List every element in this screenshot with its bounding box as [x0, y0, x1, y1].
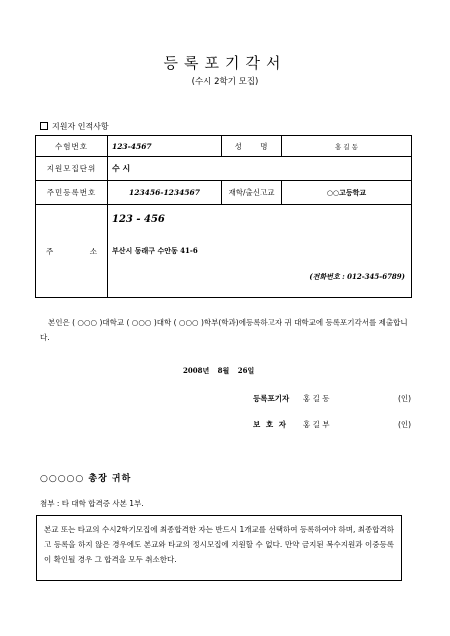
school-value: ○○고등학교	[282, 181, 412, 205]
applicant-info-table	[35, 135, 412, 298]
address-cell	[108, 205, 412, 298]
phone-number: (전화번호 : 012-345-6789)	[309, 272, 405, 281]
document-title: 등록포기각서	[163, 54, 287, 72]
attachment-note: 첨부 : 타 대학 합격증 사본 1부.	[40, 499, 144, 508]
applicant-name: 홍 길 동	[303, 394, 330, 403]
exam-number-value: 123-4567	[108, 136, 222, 157]
table-row	[36, 157, 412, 181]
school-label: 재학/출신고교	[222, 181, 282, 205]
guardian-name: 홍 길 부	[303, 420, 330, 429]
section-label: 지원자 인적사항	[52, 122, 109, 131]
section-heading	[40, 121, 109, 132]
table-row	[36, 136, 412, 157]
exam-number-label: 수험번호	[36, 136, 108, 157]
address-label-char-2: 소	[89, 246, 97, 256]
postal-code: 123 - 456	[112, 214, 165, 225]
guardian-role: 보 호 자	[253, 420, 286, 429]
addressee: ○○○○○ 총장 귀하	[40, 474, 132, 484]
table-row	[36, 181, 412, 205]
guardian-seal: (인)	[398, 420, 412, 429]
address-label-char-1: 주	[46, 246, 54, 256]
submission-date: 2008년 8월 26일	[183, 366, 255, 375]
declaration-text: 본인은 ( ○○○ )대학교 ( ○○○ )대학 ( ○○○ )학부(학과)에등록하고자 귀 대학교에 등록포기각서를 제출합니다.	[40, 318, 408, 342]
table-row	[36, 205, 412, 298]
applicant-role: 등록포기자	[253, 394, 290, 403]
unit-value: 수 시	[108, 157, 412, 181]
checkbox-square-icon	[40, 122, 48, 130]
address-value: 부산시 동래구 수안동 41-6	[112, 246, 198, 255]
name-label: 성 명	[222, 136, 282, 157]
id-number-value: 123456-1234567	[108, 181, 222, 205]
unit-label: 지원모집단위	[36, 157, 108, 181]
notice-box: 본교 또는 타교의 수시2학기모집에 최종합격한 자는 반드시 1개교를 선택하여 등록하여야 하며, 최종합격하고 등록을 하지 않은 경우에도 본교와 타교의 정시모집에 지원할 수 없다. 만약 금지된 복수지원과 이중등록이 확인될 경우 그 합격을 모두 취소한다.	[36, 515, 402, 581]
name-value: 홍 길 동	[282, 136, 412, 157]
applicant-seal: (인)	[398, 394, 412, 403]
document-subtitle: (수시 2학기 모집)	[191, 77, 259, 87]
address-label	[36, 205, 108, 298]
id-number-label: 주민등록번호	[36, 181, 108, 205]
